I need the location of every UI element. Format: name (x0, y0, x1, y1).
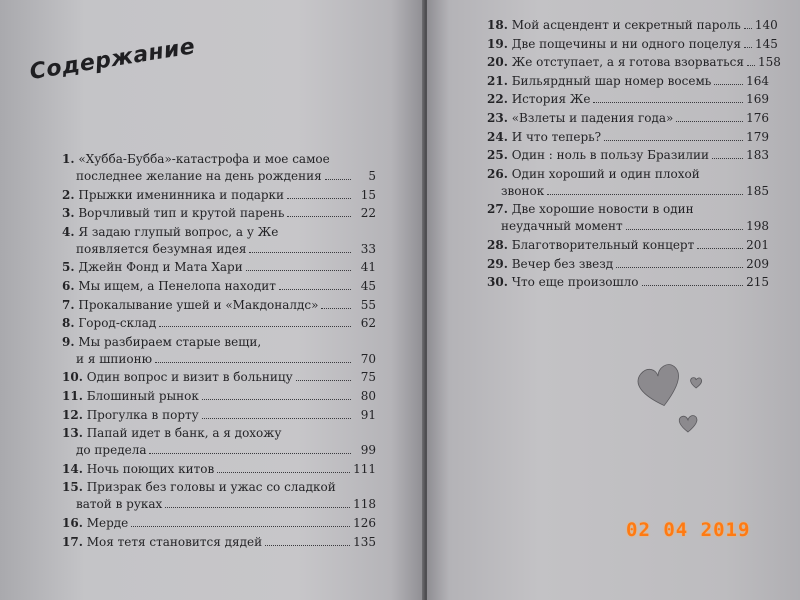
dot-leader (676, 121, 743, 122)
toc-page-number: 140 (754, 18, 778, 32)
toc-entry (62, 297, 376, 314)
toc-page-number: 91 (360, 407, 376, 422)
toc-entry-number: 9. (62, 334, 75, 349)
dot-leader (616, 267, 743, 268)
toc-page-number: 45 (360, 278, 376, 293)
toc-entry-number: 25. (487, 148, 508, 163)
toc-entry-title: Что еще произошло (511, 275, 639, 290)
toc-entry-number: 27. (487, 202, 508, 217)
dot-leader (296, 380, 351, 381)
toc-entry-title: Один : ноль в пользу Бразилии (511, 148, 709, 163)
dot-leader (642, 285, 744, 286)
toc-entry-number: 29. (487, 256, 508, 271)
toc-entry (62, 425, 376, 459)
toc-entry-title: «Взлеты и падения года» (511, 110, 674, 125)
toc-entry-title: Две пощечины и ни одного поцелуя (511, 36, 742, 51)
toc-entry (487, 274, 769, 291)
toc-page-number: 145 (755, 36, 778, 51)
dot-leader (744, 47, 752, 48)
dot-leader (155, 362, 351, 363)
toc-entry (487, 54, 781, 71)
toc-entry-title: Прокалывание ушей и «Макдоналдс» (78, 297, 319, 312)
toc-entry (487, 36, 778, 53)
toc-entry-number: 19. (487, 36, 508, 51)
toc-page-number: 158 (757, 55, 781, 70)
toc-entry-title: неудачный момент (501, 219, 623, 234)
toc-entry (62, 259, 376, 276)
toc-entry-title: и я шпионю (76, 351, 153, 366)
dot-leader (697, 248, 743, 249)
dot-leader (202, 418, 351, 419)
toc-entry-number: 3. (62, 206, 75, 221)
toc-entry-number: 15. (62, 480, 83, 495)
toc-entry-number: 2. (62, 187, 75, 202)
toc-entry-title: появляется безумная идея (76, 241, 247, 256)
toc-entry-title: Ворчливый тип и крутой парень (78, 206, 285, 221)
toc-page-number: 99 (360, 443, 376, 458)
toc-entry (62, 388, 376, 405)
toc-page-number: 164 (746, 73, 769, 88)
toc-entry-title: последнее желание на день рождения (76, 169, 322, 183)
toc-entry-title: Джейн Фонд и Мата Хари (78, 260, 243, 275)
dot-leader (604, 140, 743, 141)
dot-leader (593, 102, 743, 103)
toc-entry-title: Две хорошие новости в один (511, 202, 694, 217)
toc-entry-title: Мерде (86, 515, 129, 530)
toc-page-number: 135 (353, 534, 376, 549)
dot-leader (246, 270, 351, 271)
toc-entry (62, 278, 376, 295)
toc-entry-title: Вечер без звезд (511, 256, 614, 271)
toc-page-number: 118 (353, 497, 376, 512)
toc-entry-title: Папай идет в банк, а я дохожу (86, 426, 282, 441)
toc-entry-title: Я задаю глупый вопрос, а у Же (78, 224, 279, 239)
hearts-icon (630, 356, 720, 446)
toc-entry (62, 534, 376, 551)
toc-entry (487, 201, 769, 235)
dot-leader (265, 545, 350, 546)
toc-entry (62, 515, 376, 532)
toc-entry (62, 151, 376, 185)
toc-entry-number: 7. (62, 297, 75, 312)
dot-leader (325, 179, 351, 180)
toc-page-number: 70 (360, 351, 376, 366)
toc-entry-number: 24. (487, 129, 508, 144)
dot-leader (279, 289, 351, 290)
toc-page-number: 62 (360, 316, 376, 331)
toc-entry (62, 187, 376, 204)
toc-page-number: 33 (360, 241, 376, 256)
toc-entry-title: История Же (511, 92, 591, 107)
toc-page-number: 209 (746, 256, 769, 271)
toc-entry-number: 6. (62, 278, 75, 293)
dot-leader (747, 65, 755, 66)
toc-entry (487, 110, 769, 127)
toc-page-number: 80 (360, 388, 376, 403)
toc-entry-number: 28. (487, 237, 508, 252)
toc-page-number: 55 (360, 297, 376, 312)
dot-leader (712, 158, 743, 159)
toc-entry (487, 147, 769, 164)
toc-page-number: 185 (746, 183, 769, 198)
toc-entry-number: 5. (62, 260, 75, 275)
toc-entry (62, 479, 376, 513)
toc-entry (62, 224, 376, 258)
toc-page-number: 22 (360, 206, 376, 221)
toc-entry-title: Ночь поющих китов (86, 461, 215, 476)
toc-entry (487, 129, 769, 146)
toc-page-number: 201 (746, 237, 769, 252)
toc-entry-title: Прыжки именинника и подарки (78, 187, 285, 202)
toc-page-number: 75 (360, 370, 376, 385)
dot-leader (217, 472, 350, 473)
dot-leader (744, 28, 752, 29)
toc-entry (487, 73, 769, 90)
toc-entry-number: 18. (487, 18, 508, 32)
dot-leader (626, 229, 743, 230)
toc-entry-number: 11. (62, 388, 83, 403)
toc-left-column (62, 151, 376, 552)
toc-entry-title: Один вопрос и визит в больницу (86, 370, 293, 385)
toc-entry-number: 21. (487, 73, 508, 88)
dot-leader (149, 453, 351, 454)
dot-leader (547, 194, 743, 195)
toc-entry-title: Мой асцендент и секретный пароль (511, 18, 741, 32)
dot-leader (321, 308, 351, 309)
toc-entry-title: ватой в руках (76, 497, 163, 512)
toc-page-number: 176 (746, 110, 769, 125)
toc-entry-title: Призрак без головы и ужас со сладкой (86, 480, 336, 495)
toc-right-column (487, 17, 781, 293)
toc-page-number: 126 (353, 515, 376, 530)
toc-entry (62, 205, 376, 222)
toc-entry-title: звонок (501, 183, 545, 198)
dot-leader (202, 399, 351, 400)
toc-entry-title: Один хороший и один плохой (511, 166, 700, 181)
toc-entry (62, 334, 376, 368)
toc-entry (487, 166, 769, 200)
toc-entry-title: Бильярдный шар номер восемь (511, 73, 712, 88)
date-stamp: 02 04 2019 (626, 519, 751, 541)
dot-leader (165, 507, 350, 508)
toc-entry (487, 17, 778, 34)
toc-entry-number: 30. (487, 275, 508, 290)
toc-entry-number: 22. (487, 92, 508, 107)
toc-page-number: 183 (746, 148, 769, 163)
toc-entry (487, 91, 769, 108)
toc-entry-title: Прогулка в порту (86, 407, 199, 422)
toc-entry (62, 461, 376, 478)
dot-leader (714, 84, 743, 85)
toc-entry-number: 14. (62, 461, 83, 476)
toc-entry-number: 8. (62, 316, 75, 331)
toc-entry-title: Благотворительный концерт (511, 237, 695, 252)
toc-page-number: 179 (746, 129, 769, 144)
toc-entry-number: 10. (62, 370, 83, 385)
dot-leader (159, 326, 351, 327)
dot-leader (131, 526, 350, 527)
toc-page-number: 111 (353, 461, 376, 476)
toc-entry-number: 12. (62, 407, 83, 422)
toc-entry (62, 407, 376, 424)
toc-entry-number: 13. (62, 426, 83, 441)
toc-entry-title: Мы разбираем старые вещи, (78, 334, 262, 349)
toc-entry (487, 256, 769, 273)
toc-entry (487, 237, 769, 254)
page-title: Содержание (28, 34, 197, 85)
toc-entry-number: 17. (62, 534, 83, 549)
dot-leader (249, 252, 351, 253)
toc-page-number: 41 (360, 260, 376, 275)
toc-entry-number: 16. (62, 515, 83, 530)
toc-entry (62, 369, 376, 386)
toc-page-number: 215 (746, 275, 769, 290)
toc-entry-number: 26. (487, 166, 508, 181)
toc-entry-title: Моя тетя становится дядей (86, 534, 263, 549)
toc-page-number: 5 (368, 169, 376, 183)
toc-entry (62, 315, 376, 332)
toc-entry-number: 20. (487, 55, 508, 70)
toc-page-number: 198 (746, 219, 769, 234)
toc-entry-title: до предела (76, 443, 147, 458)
toc-page-number: 169 (746, 92, 769, 107)
toc-entry-title: Мы ищем, а Пенелопа находит (78, 278, 276, 293)
toc-entry-number: 23. (487, 110, 508, 125)
toc-page-number: 15 (360, 187, 376, 202)
dot-leader (287, 198, 351, 199)
toc-entry-title: «Хубба-Бубба»-катастрофа и мое самое (78, 152, 330, 166)
dot-leader (287, 216, 351, 217)
toc-entry-title: Блошиный рынок (86, 388, 199, 403)
toc-entry-title: Город-склад (78, 316, 157, 331)
toc-entry-number: 1. (62, 152, 75, 166)
toc-entry-title: Же отступает, а я готова взорваться (511, 55, 744, 70)
toc-entry-title: И что теперь? (511, 129, 602, 144)
toc-entry-number: 4. (62, 224, 75, 239)
